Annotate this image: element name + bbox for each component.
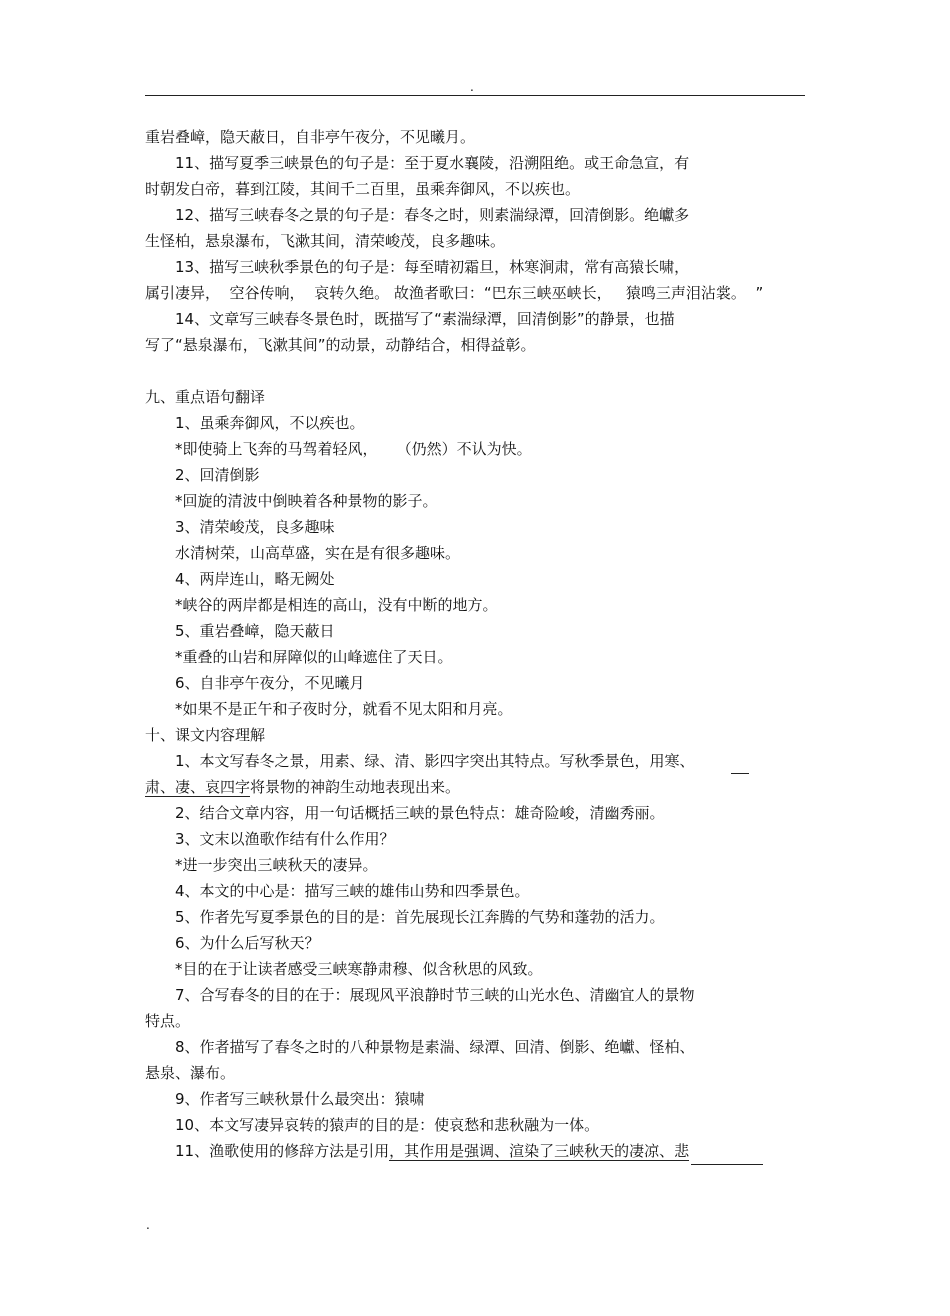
text-line: 8、作者描写了春冬之时的八种景物是素湍、绿潭、回清、倒影、绝巘、怪柏、 <box>175 1038 695 1056</box>
text-line: 属引凄异， 空谷传响， 哀转久绝。 故渔者歌曰：“巴东三峡巫峡长， 猿鸣三声泪沾裳。 ” <box>145 284 764 302</box>
text-line: *即使骑上飞奔的马驾着轻风， （仍然）不认为快。 <box>175 440 532 458</box>
text-line: 写了“悬泉瀑布，飞漱其间”的动景，动静结合，相得益彰。 <box>145 336 536 354</box>
text-line: 2、回清倒影 <box>175 466 260 484</box>
text-line: 9、作者写三峡秋景什么最突出：猿啸 <box>175 1090 425 1108</box>
text-line: *进一步突出三峡秋天的凄异。 <box>175 856 378 874</box>
text-line: 3、文末以渔歌作结有什么作用？ <box>175 830 395 848</box>
text-line: *如果不是正午和子夜时分，就看不见太阳和月亮。 <box>175 700 513 718</box>
text-line: *目的在于让读者感受三峡寒静肃穆、似含秋思的风致。 <box>175 960 543 978</box>
text-line: 2、结合文章内容，用一句话概括三峡的景色特点：雄奇险峻，清幽秀丽。 <box>175 804 665 822</box>
text-line: 生怪柏，悬泉瀑布，飞漱其间，清荣峻茂，良多趣味。 <box>145 232 506 250</box>
blank-line <box>691 1149 763 1165</box>
underlined-text: 渲染了三峡秋天的凄凉、悲 <box>509 1142 690 1160</box>
footer-mark: . <box>146 1218 150 1232</box>
section-heading: 九、重点语句翻译 <box>145 388 266 406</box>
text-line: 11、描写夏季三峡景色的句子是：至于夏水襄陵，沿溯阻绝。或王命急宣，有 <box>175 154 690 172</box>
text-line: 特点。 <box>145 1012 191 1030</box>
text-line <box>145 748 805 774</box>
header-mark: . <box>470 80 474 94</box>
text-line <box>145 1138 805 1165</box>
text-segment: 1、本文写春冬之景，用素、绿、清、影四字突出其特点。写秋季景色，用寒、 <box>175 752 695 770</box>
text-line: 4、两岸连山，略无阙处 <box>175 570 335 588</box>
text-line: 6、为什么后写秋天？ <box>175 934 320 952</box>
text-line: 4、本文的中心是：描写三峡的雄伟山势和四季景色。 <box>175 882 530 900</box>
text-line: 10、本文写凄异哀转的猿声的目的是：使哀愁和悲秋融为一体。 <box>175 1116 600 1134</box>
text-line: 重岩叠嶂，隐天蔽日，自非亭午夜分，不见曦月。 <box>145 128 476 146</box>
text-line: 悬泉、瀑布。 <box>145 1064 236 1082</box>
text-line: 5、重岩叠嶂，隐天蔽日 <box>175 622 335 640</box>
text-line: 水清树荣，山高草盛，实在是有很多趣味。 <box>175 544 461 562</box>
text-line: 6、自非亭午夜分，不见曦月 <box>175 674 365 692</box>
text-line: 7、合写春冬的目的在于：展现风平浪静时节三峡的山光水色、清幽宜人的景物 <box>175 986 695 1004</box>
spacer <box>145 358 805 384</box>
section-heading: 十、课文内容理解 <box>145 726 266 744</box>
underlined-text: ，其作用是强调、 <box>389 1142 510 1160</box>
text-line: 5、作者先写夏季景色的目的是：首先展现长江奔腾的气势和蓬勃的活力。 <box>175 908 665 926</box>
text-line: 时朝发白帝，暮到江陵，其间千二百里，虽乘奔御风，不以疾也。 <box>145 180 581 198</box>
text-line: 3、清荣峻茂，良多趣味 <box>175 518 335 536</box>
text-line: 14、文章写三峡春冬景色时，既描写了“素湍绿潭，回清倒影”的静景，也描 <box>175 310 675 328</box>
text-line: *回旋的清波中倒映着各种景物的影子。 <box>175 492 438 510</box>
text-segment: 11、渔歌使用的修辞方法是引用 <box>175 1142 390 1160</box>
document-body <box>145 124 805 1165</box>
text-line: 12、描写三峡春冬之景的句子是：春冬之时，则素湍绿潭，回清倒影。绝巘多 <box>175 206 690 224</box>
underlined-text: 肃、凄、哀四字 <box>145 778 251 796</box>
text-segment: 将景物的神韵生动地表现出来。 <box>250 778 461 796</box>
text-line <box>145 774 805 800</box>
text-line: 13、描写三峡秋季景色的句子是：每至晴初霜旦，林寒涧肃，常有高猿长啸， <box>175 258 690 276</box>
text-line: *峡谷的两岸都是相连的高山，没有中断的地方。 <box>175 596 498 614</box>
header-rule <box>145 95 805 96</box>
blank-line <box>731 759 749 774</box>
text-line: 1、虽乘奔御风，不以疾也。 <box>175 414 365 432</box>
text-line: *重叠的山岩和屏障似的山峰遮住了天日。 <box>175 648 453 666</box>
